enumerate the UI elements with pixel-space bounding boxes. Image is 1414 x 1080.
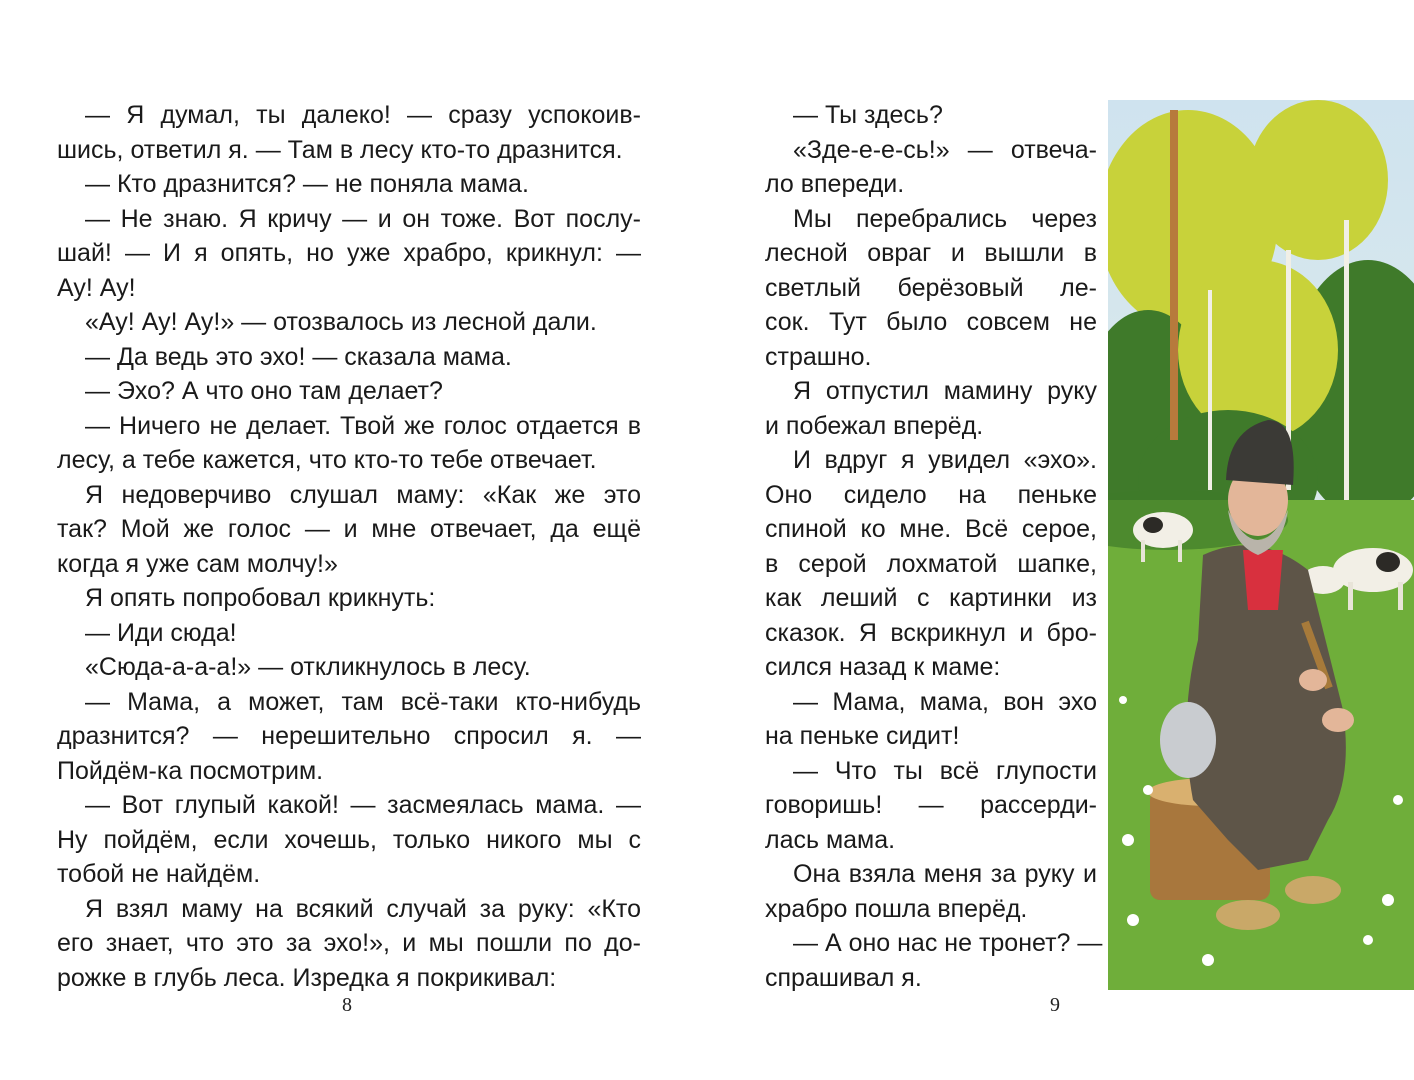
text-line: — Вот глупый какой! — засмеялась мама. — <box>85 791 641 819</box>
text-line: Я опять попробовал крикнуть: <box>85 584 436 612</box>
text-line: — А оно нас не тронет? — <box>793 929 1103 957</box>
text-line: «Ау! Ау! Ау!» — отозвалось из лесной дали. <box>85 308 597 336</box>
text-line: ло впереди. <box>765 170 905 198</box>
text-line: шись, ответил я. — Там в лесу кто-то дразнится. <box>57 135 623 164</box>
text-line: Я взял маму на всякий случай за руку: «Кто <box>85 894 641 923</box>
forest-illustration <box>1108 100 1414 990</box>
text-line: — Мама, а может, там всё-таки кто-нибудь <box>85 687 641 716</box>
old-man-in-forest-picture <box>1108 100 1414 990</box>
text-line: — Да ведь это эхо! — сказала мама. <box>85 342 512 371</box>
text-line: лесной овраг и вышли в <box>765 239 1097 267</box>
text-line: храбро пошла вперёд. <box>765 894 1028 923</box>
text-line: сился назад к маме: <box>765 653 1001 681</box>
text-line: Ау! Ау! <box>57 273 136 302</box>
page-number: 8 <box>342 994 352 1016</box>
text-line: шай! — И я опять, но уже храбро, крикнул: — <box>57 239 641 267</box>
text-line: лась мама. <box>765 825 896 854</box>
text-line: светлый берёзовый ле- <box>765 273 1097 302</box>
text-line: Ну пойдём, если хочешь, только никого мы с <box>57 825 641 854</box>
text-line: дразнится? — нерешительно спросил я. — <box>57 722 641 750</box>
text-line: — Иди сюда! <box>85 618 237 647</box>
text-line: и побежал вперёд. <box>765 411 984 440</box>
text-line: — Кто дразнится? — не поняла мама. <box>85 170 529 198</box>
text-line: тобой не найдём. <box>57 860 261 888</box>
text-line: — Что ты всё глупости <box>793 756 1097 785</box>
text-line: — Мама, мама, вон эхо <box>793 687 1097 716</box>
text-line: сок. Тут было совсем не <box>765 308 1097 336</box>
text-line: спиной ко мне. Всё серое, <box>765 515 1097 543</box>
text-line: на пеньке сидит! <box>765 722 960 750</box>
text-line: «Сюда-а-а-а!» — откликнулось в лесу. <box>85 653 531 681</box>
text-line: когда я уже сам молчу!» <box>57 549 338 578</box>
page-number: 9 <box>1050 994 1060 1016</box>
text-line: — Не знаю. Я кричу — и он тоже. Вот послу- <box>85 204 641 233</box>
text-line: сказок. Я вскрикнул и бро- <box>765 618 1097 647</box>
text-line: в серой лохматой шапке, <box>765 549 1097 578</box>
text-line: как леший с картинки из <box>765 584 1097 612</box>
text-line: — Ты здесь? <box>793 101 943 129</box>
text-line: Пойдём-ка посмотрим. <box>57 756 324 785</box>
left-page-text <box>57 98 641 995</box>
text-line: лесу, а тебе кажется, что кто-то тебе отвечает. <box>57 446 597 474</box>
text-line: — Ничего не делает. Твой же голос отдается в <box>85 411 641 440</box>
left-page <box>0 0 700 1080</box>
text-line: Я отпустил мамину руку <box>793 377 1097 405</box>
text-line: страшно. <box>765 342 872 371</box>
text-line: Я недоверчиво слушал маму: «Как же это <box>85 480 641 509</box>
text-line: И вдруг я увидел «эхо». <box>793 446 1097 474</box>
text-line: Мы перебрались через <box>793 204 1097 233</box>
text-line: спрашивал я. <box>765 963 922 992</box>
text-line: «Зде-е-е-сь!» — отвеча- <box>793 135 1097 164</box>
text-line: — Я думал, ты далеко! — сразу успокоив- <box>85 101 641 129</box>
text-line: Оно сидело на пеньке <box>765 480 1097 509</box>
text-line: рожке в глубь леса. Изредка я покрикивал: <box>57 963 557 992</box>
text-line: его знает, что это за эхо!», и мы пошли по до- <box>57 929 641 957</box>
text-line: говоришь! — рассерди- <box>765 791 1097 819</box>
text-line: Она взяла меня за руку и <box>793 860 1097 888</box>
text-line: так? Мой же голос — и мне отвечает, да ещё <box>57 515 641 543</box>
text-line: — Эхо? А что оно там делает? <box>85 377 443 405</box>
right-page-text <box>765 98 1103 995</box>
